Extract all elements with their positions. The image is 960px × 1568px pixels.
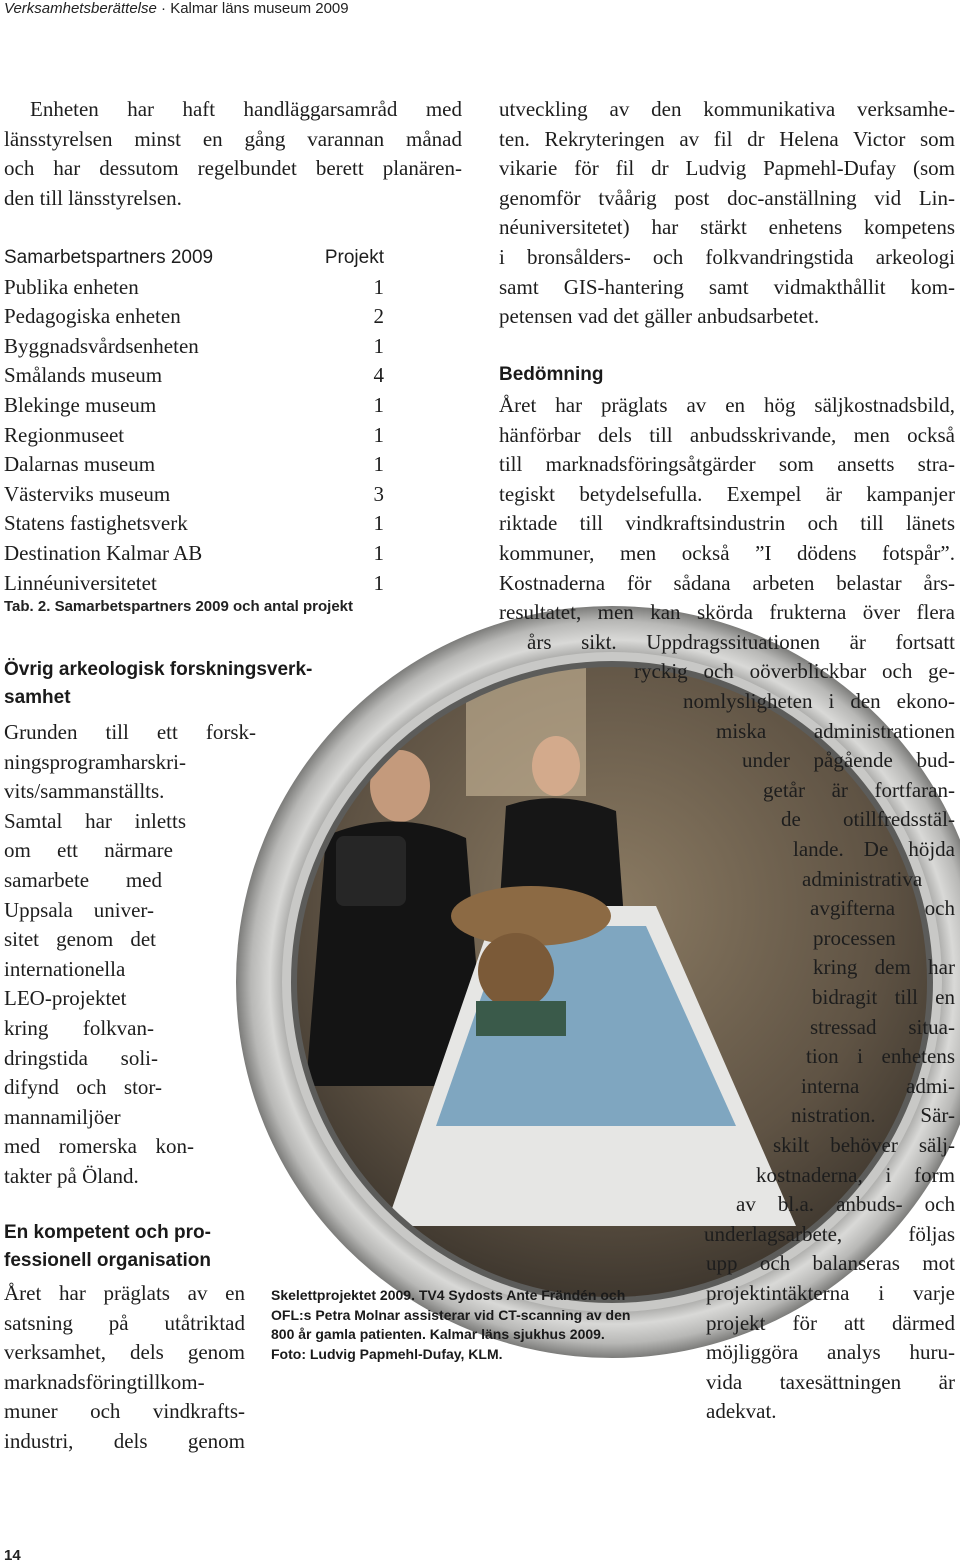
body-line: getår är fortfaran- <box>763 777 955 802</box>
body-line: avgifterna och <box>810 896 955 921</box>
body-line: muner och vindkrafts- <box>4 1399 245 1424</box>
intro-line: och har dessutom regelbundet berett planären- <box>4 156 462 181</box>
body-line: skilt behöver sälj- <box>773 1133 955 1157</box>
body-line: tion i enhetens <box>806 1044 955 1069</box>
body-line: verksamhet, dels genom <box>4 1340 245 1365</box>
table-row <box>4 421 384 451</box>
body-line: adekvat. <box>706 1399 777 1424</box>
photo-caption <box>271 1286 630 1364</box>
body-line: stressad situa- <box>810 1014 955 1039</box>
page-number: 14 <box>4 1547 21 1564</box>
section-heading: Övrig arkeologisk forskningsverk- <box>4 659 313 680</box>
partner-name: Statens fastighetsverk <box>4 511 188 536</box>
body-line: nistration. Sär- <box>791 1103 955 1128</box>
skull-stand <box>476 1001 566 1036</box>
body-line: underlagsarbete, följas <box>704 1221 955 1246</box>
partner-name: Dalarnas museum <box>4 452 156 477</box>
table-row <box>4 509 384 539</box>
header-org: Kalmar läns museum 2009 <box>170 0 349 17</box>
table-row <box>4 273 384 303</box>
header-separator: · <box>156 0 171 17</box>
body-line: ryckig och oöverblickbar och ge- <box>634 659 955 684</box>
body-line: bidragit till en <box>812 985 955 1009</box>
body-line: under pågående bud- <box>742 748 955 773</box>
intro-line: den till länsstyrelsen. <box>4 185 182 210</box>
table-header <box>4 243 384 273</box>
body-line: till marknadsföringsåtgärder som ansetts stra- <box>499 452 955 477</box>
project-count: 1 <box>373 392 384 417</box>
partner-name: Linnéuniversitetet <box>4 570 157 595</box>
body-line: projektintäkterna i varje <box>706 1281 955 1305</box>
body-line: interna admi- <box>801 1073 955 1098</box>
body-line: av bl.a. anbuds- och <box>736 1192 955 1217</box>
project-count: 1 <box>373 452 384 477</box>
table-caption: Tab. 2. Samarbetspartners 2009 och antal projekt <box>4 598 354 615</box>
intro-line: länsstyrelsen minst en gång varannan månad <box>4 126 462 151</box>
section-heading: fessionell organisation <box>4 1250 211 1271</box>
body-line: kostnaderna, i form <box>756 1162 955 1187</box>
body-line: resultatet, men kan skörda frukterna över flera <box>499 600 955 625</box>
body-line: Kostnaderna för sådana arbeten belastar års- <box>499 570 955 595</box>
body-line: nomlysligheten i den ekono- <box>683 689 955 713</box>
body-line: möjliggöra analys huru- <box>706 1340 955 1365</box>
skull <box>478 933 554 1009</box>
table-row <box>4 480 384 510</box>
body-line: lande. De höjda <box>793 837 955 861</box>
partner-name: Smålands museum <box>4 363 163 388</box>
body-line: vida taxesättningen är <box>706 1369 955 1394</box>
partner-name: Byggnadsvårdsenheten <box>4 333 199 358</box>
body-line: ningsprogramharskri- <box>4 749 186 774</box>
table-row <box>4 450 384 480</box>
column-header-projects: Projekt <box>324 247 384 268</box>
body-line: de otillfredsstäl- <box>781 807 955 832</box>
body-line: Samtal har inletts <box>4 808 186 833</box>
caption-line: OFL:s Petra Molnar assisterar vid CT-scanning av den <box>271 1306 631 1323</box>
project-count: 3 <box>373 481 384 506</box>
body-line: samarbete med <box>4 868 162 892</box>
project-count: 1 <box>373 511 384 536</box>
body-line: hänförbar dels till anbudsskrivande, men också <box>499 422 955 447</box>
partner-name: Regionmuseet <box>4 422 125 447</box>
caption-line: 800 år gamla patienten. Kalmar läns sjukhus 2009. <box>271 1326 605 1342</box>
section-heading: En kompetent och pro- <box>4 1222 211 1243</box>
body-line: vits/sammanställts. <box>4 779 165 804</box>
table-row <box>4 539 384 569</box>
body-line: miska administrationen <box>716 718 955 743</box>
table-row <box>4 361 384 391</box>
partner-name: Blekinge museum <box>4 392 157 417</box>
body-line: projekt för att därmed <box>706 1310 955 1335</box>
body-line: mannamiljöer <box>4 1104 121 1129</box>
partner-name: Destination Kalmar AB <box>4 540 203 565</box>
partner-name: Pedagogiska enheten <box>4 304 181 329</box>
caption-line: Skelettprojektet 2009. TV4 Sydosts Ante Frändén och <box>271 1287 626 1303</box>
body-line: petensen vad det gäller anbudsarbetet. <box>499 304 820 329</box>
column-header-partner: Samarbetspartners 2009 <box>4 247 214 268</box>
body-line: ten. Rekryteringen av fil dr Helena Victor som <box>499 126 955 151</box>
body-line: LEO-projektet <box>4 986 127 1011</box>
running-header <box>4 0 349 17</box>
table-row <box>4 302 384 332</box>
body-line: dringstida soli- <box>4 1045 158 1070</box>
body-line: sitet genom det <box>4 927 156 952</box>
project-count: 1 <box>373 333 384 358</box>
publication-title: Verksamhetsberättelse <box>4 0 157 17</box>
body-line: samt GIS-hantering samt vidmakthållit kom- <box>499 274 955 299</box>
partner-name: Publika enheten <box>4 274 139 299</box>
body-line: års sikt. Uppdragssituationen är fortsatt <box>527 629 955 654</box>
project-count: 2 <box>373 304 384 329</box>
camera-icon <box>336 836 406 906</box>
body-line: riktade till vindkraftsindustrin och till länets <box>499 511 955 536</box>
body-line: utveckling av den kommunikativa verksamhe- <box>499 97 955 121</box>
body-line: marknadsföringtillkom- <box>4 1369 205 1394</box>
body-line: kommuner, men också ”I dödens fotspår”. <box>499 541 955 565</box>
body-line: Uppsala univer- <box>4 897 154 922</box>
body-line: industri, dels genom <box>4 1429 245 1453</box>
body-line: administrativa <box>802 866 923 891</box>
project-count: 1 <box>373 570 384 595</box>
project-count: 1 <box>373 274 384 299</box>
body-line: kring folkvan- <box>4 1016 154 1040</box>
body-line: satsning på utåtriktad <box>4 1310 245 1335</box>
project-count: 1 <box>373 540 384 565</box>
body-line: vikarie för fil dr Ludvig Papmehl-Dufay (som <box>499 156 955 181</box>
body-line: difynd och stor- <box>4 1075 162 1100</box>
body-line: Året har präglats av en <box>4 1281 245 1305</box>
person-head <box>532 736 580 796</box>
intro-line: Enheten har haft handläggarsamråd med <box>30 97 462 121</box>
body-line: néuniversitetet) har stärkt enhetens kompetens <box>499 215 955 240</box>
caption-line: Foto: Ludvig Papmehl-Dufay, KLM. <box>271 1345 503 1362</box>
body-line: takter på Öland. <box>4 1164 139 1188</box>
body-line: genomför tvåårig post doc-anställning vid Lin- <box>499 185 955 210</box>
body-line: upp och balanseras mot <box>706 1251 955 1276</box>
body-line: tegiskt betydelsefulla. Exempel är kampanjer <box>499 481 955 506</box>
body-line: Året har präglats av en hög säljkostnadsbild, <box>499 393 955 417</box>
body-line: kring dem har <box>813 955 955 980</box>
partner-name: Västerviks museum <box>4 481 171 506</box>
table-row <box>4 332 384 362</box>
project-count: 4 <box>373 363 384 388</box>
body-line: i bronsålders- och folkvandringstida arkeologi <box>499 245 955 269</box>
table-row <box>4 391 384 421</box>
section-heading-assessment: Bedömning <box>499 364 604 385</box>
section-heading: samhet <box>4 687 71 708</box>
project-count: 1 <box>373 422 384 447</box>
body-line: internationella <box>4 956 126 981</box>
body-line: Grunden till ett forsk- <box>4 720 256 744</box>
body-line: med romerska kon- <box>4 1134 194 1159</box>
partners-table <box>4 243 384 598</box>
body-line: om ett närmare <box>4 838 173 863</box>
table-row <box>4 569 384 599</box>
body-line: processen <box>813 925 896 950</box>
